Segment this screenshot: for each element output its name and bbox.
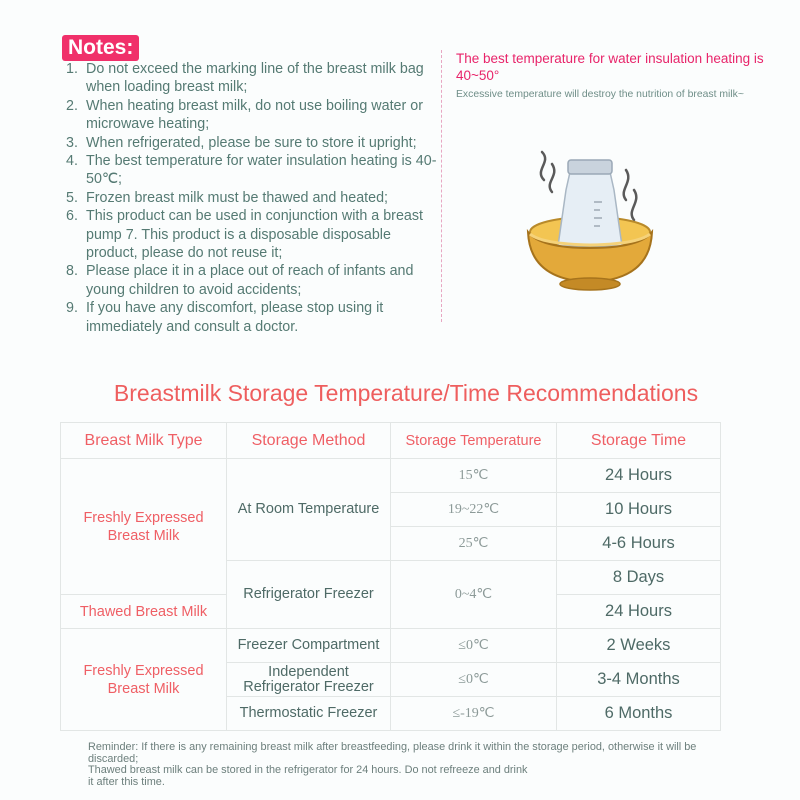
method-cell: Independent Refrigerator Freezer [227,663,391,697]
time-cell: 24 Hours [557,595,721,629]
time-cell: 3-4 Months [557,663,721,697]
note-number: 2. [66,97,78,114]
steam-icon [632,190,637,220]
note-number: 1. [66,61,78,77]
tip-subtitle: Excessive temperature will destroy the nutrition of breast milk~ [456,89,744,100]
temperature-cell: 19~22℃ [391,493,557,527]
steam-icon [550,164,555,192]
milk-bottle-icon [558,160,622,246]
note-number: 4. [66,153,78,170]
header-temperature: Storage Temperature [391,423,557,459]
reminder-line: Thawed breast milk can be stored in the refrigerator for 24 hours. Do not refreeze and drink it after this time. [88,764,528,788]
notes-list [66,60,438,336]
notes-badge: Notes: [62,35,139,61]
note-text: Frozen breast milk must be thawed and heated; [86,189,388,206]
temperature-cell: 25℃ [391,527,557,561]
type-cell: Freshly Expressed Breast Milk [61,459,227,595]
method-cell: At Room Temperature [227,459,391,561]
note-text: When refrigerated, please be sure to store it upright; [86,134,417,151]
time-cell: 8 Days [557,561,721,595]
reminder [88,742,748,788]
storage-table [60,422,721,731]
table-row [61,459,721,493]
note-number: 8. [66,263,78,280]
note-text: If you have any discomfort, please stop using it immediately and consult a doctor. [86,300,384,335]
header-time: Storage Time [557,423,721,459]
type-cell: Freshly Expressed Breast Milk [61,629,227,731]
list-item [66,207,438,262]
warm-bath-illustration [522,150,662,295]
list-item [66,152,438,189]
note-number: 6. [66,208,78,225]
list-item [66,262,438,299]
method-cell: Refrigerator Freezer [227,561,391,629]
header-type: Breast Milk Type [61,423,227,459]
table-title: Breastmilk Storage Temperature/Time Recommendations [113,380,699,406]
note-text: When heating breast milk, do not use boiling water or microwave heating; [86,97,423,133]
temperature-cell: 0~4℃ [391,561,557,629]
note-text: Do not exceed the marking line of the breast milk bag when loading breast milk; [86,61,424,96]
time-cell: 6 Months [557,697,721,731]
list-item [66,60,438,97]
temperature-cell: ≤0℃ [391,629,557,663]
header-method: Storage Method [227,423,391,459]
list-item [66,189,438,207]
table-header-row [61,423,721,459]
note-text: Please place it in a place out of reach of infants and young children to avoid accidents; [86,263,414,298]
method-cell: Thermostatic Freezer [227,697,391,731]
time-cell: 4-6 Hours [557,527,721,561]
method-cell: Freezer Compartment [227,629,391,663]
time-cell: 2 Weeks [557,629,721,663]
temperature-cell: 15℃ [391,459,557,493]
reminder-line: Reminder: If there is any remaining breast milk after breastfeeding, please drink it within the storage period, otherwise it will be discarded; [88,741,697,765]
vertical-divider [441,50,442,322]
note-number: 5. [66,189,78,206]
list-item [66,134,438,152]
table-row [61,629,721,663]
temperature-cell: ≤0℃ [391,663,557,697]
note-number: 9. [66,300,78,317]
note-number: 3. [66,134,78,151]
steam-icon [541,152,545,180]
time-cell: 10 Hours [557,493,721,527]
time-cell: 24 Hours [557,459,721,493]
tip-title: The best temperature for water insulation heating is 40~50° [456,51,764,83]
list-item [66,299,438,336]
type-cell: Thawed Breast Milk [61,595,227,629]
temperature-cell: ≤-19℃ [391,697,557,731]
note-text: The best temperature for water insulation heating is 40-50℃; [86,153,437,188]
note-text: This product can be used in conjunction with a breast pump 7. This product is a disposable disposable product, please do not reuse it; [86,208,423,262]
list-item [66,97,438,134]
steam-icon [624,170,629,200]
